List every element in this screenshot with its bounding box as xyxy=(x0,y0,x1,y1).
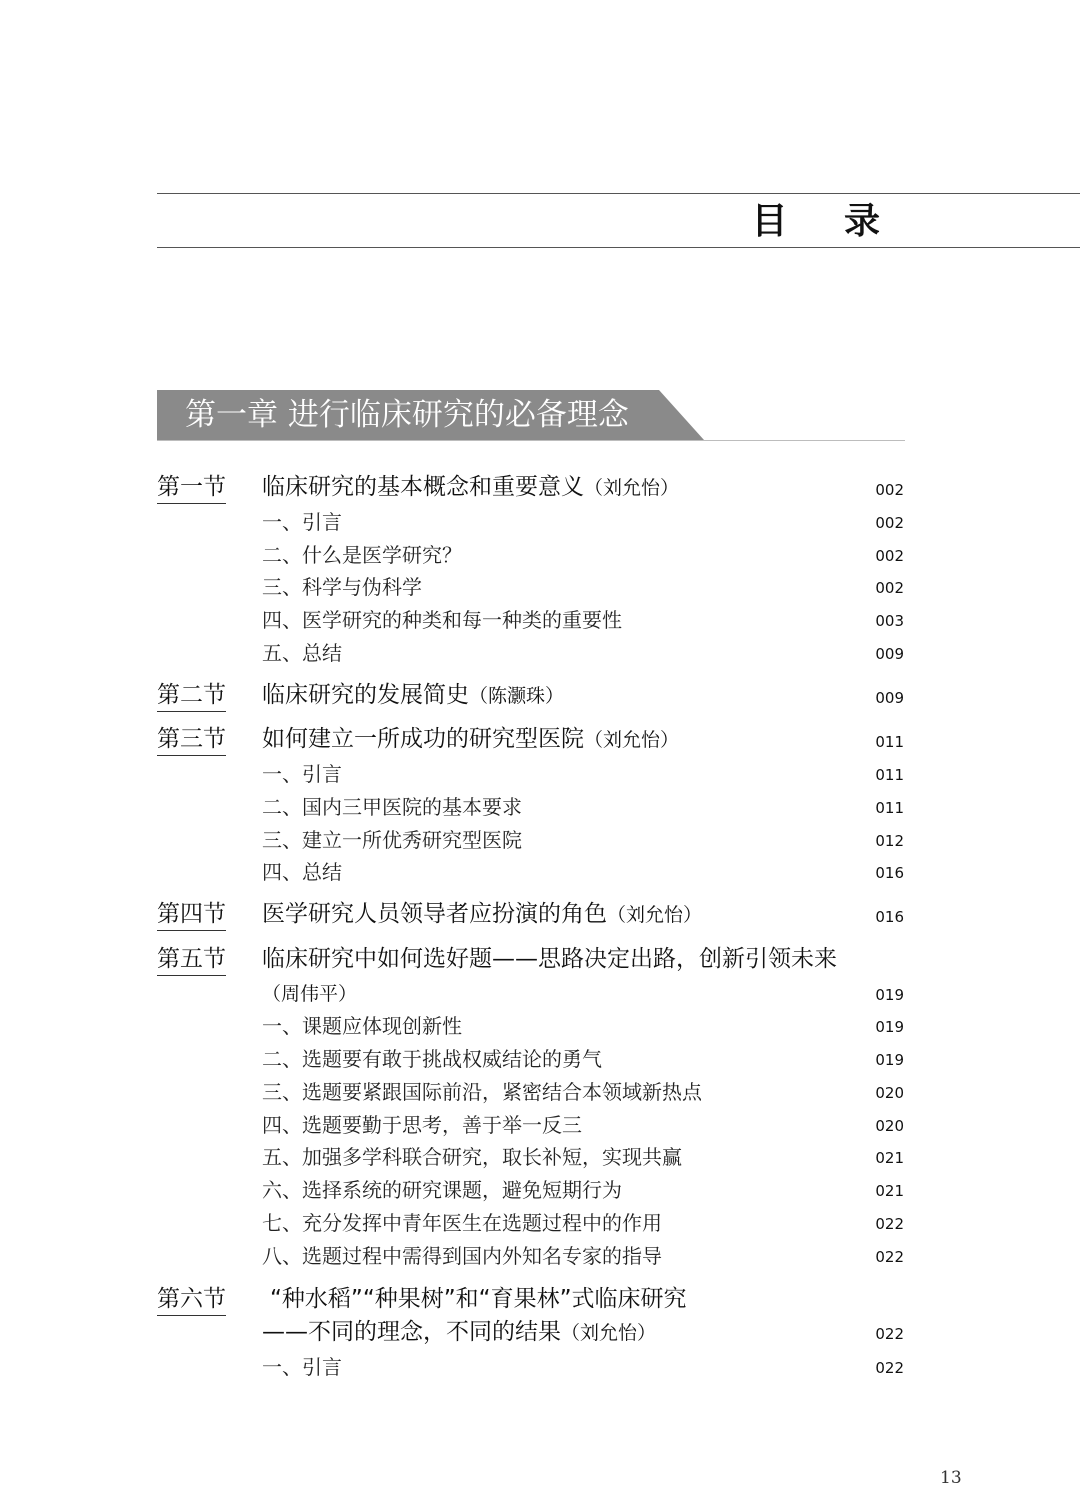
section-1-item-4-page: 003 xyxy=(875,612,904,630)
page-number: 13 xyxy=(940,1468,962,1488)
section-1-label: 第一节 xyxy=(157,472,226,504)
section-6-page: 022 xyxy=(875,1325,904,1343)
section-5-item-1-page: 019 xyxy=(875,1018,904,1036)
section-6-title: “种水稻”“种果树”和“育果林”式临床研究 xyxy=(270,1286,687,1312)
section-5-page: 019 xyxy=(875,986,904,1004)
section-5-label: 第五节 xyxy=(157,944,226,976)
section-1-item-3-page: 002 xyxy=(875,579,904,597)
section-1-author: （刘允怡） xyxy=(584,477,680,499)
section-4-page: 016 xyxy=(875,908,904,926)
toc-title: 目 录 xyxy=(751,201,902,242)
chapter-title: 第一章 进行临床研究的必备理念 xyxy=(185,397,629,433)
section-3-item-4: 四、总结 xyxy=(262,860,342,884)
section-5-item-6: 六、选择系统的研究课题，避免短期行为 xyxy=(262,1178,622,1202)
section-1-item-1-page: 002 xyxy=(875,514,904,532)
section-1-item-2-page: 002 xyxy=(875,547,904,565)
section-5-title: 临床研究中如何选好题——思路决定出路，创新引领未来 xyxy=(262,946,837,972)
section-5-item-7-page: 022 xyxy=(875,1215,904,1233)
section-2-page: 009 xyxy=(875,689,904,707)
section-1-title: 临床研究的基本概念和重要意义（刘允怡） xyxy=(262,474,680,500)
section-3-item-3: 三、建立一所优秀研究型医院 xyxy=(262,828,522,852)
section-6-label: 第六节 xyxy=(157,1284,226,1316)
section-1-item-3: 三、科学与伪科学 xyxy=(262,575,422,599)
section-5-author: （周伟平） xyxy=(262,983,358,1005)
section-4-title: 医学研究人员领导者应扮演的角色（刘允怡） xyxy=(262,901,703,927)
section-3-author: （刘允怡） xyxy=(584,729,680,751)
section-1-item-5-page: 009 xyxy=(875,645,904,663)
section-5-item-7: 七、充分发挥中青年医生在选题过程中的作用 xyxy=(262,1211,662,1235)
header-rule-top xyxy=(157,193,1080,194)
section-5-item-1: 一、课题应体现创新性 xyxy=(262,1014,462,1038)
section-3-page: 011 xyxy=(875,733,904,751)
chapter-underline xyxy=(157,440,905,441)
section-6-author: （刘允怡） xyxy=(561,1322,657,1344)
section-5-item-5: 五、加强多学科联合研究，取长补短，实现共赢 xyxy=(262,1145,682,1169)
section-1-item-1: 一、引言 xyxy=(262,510,342,534)
section-5-item-2-page: 019 xyxy=(875,1051,904,1069)
section-5-item-2: 二、选题要有敢于挑战权威结论的勇气 xyxy=(262,1047,602,1071)
section-5-item-6-page: 021 xyxy=(875,1182,904,1200)
section-5-item-5-page: 021 xyxy=(875,1149,904,1167)
section-1-page: 002 xyxy=(875,481,904,499)
section-3-item-3-page: 012 xyxy=(875,832,904,850)
section-5-item-8-page: 022 xyxy=(875,1248,904,1266)
section-3-item-2-page: 011 xyxy=(875,799,904,817)
chapter-banner xyxy=(157,390,705,440)
section-3-item-1-page: 011 xyxy=(875,766,904,784)
section-2-label: 第二节 xyxy=(157,680,226,712)
section-5-item-3-page: 020 xyxy=(875,1084,904,1102)
section-3-item-4-page: 016 xyxy=(875,864,904,882)
section-3-item-1: 一、引言 xyxy=(262,762,342,786)
section-2-title: 临床研究的发展简史（陈灏珠） xyxy=(262,682,565,708)
section-4-author: （刘允怡） xyxy=(607,904,703,926)
section-5-item-8: 八、选题过程中需得到国内外知名专家的指导 xyxy=(262,1244,662,1268)
section-5-item-4-page: 020 xyxy=(875,1117,904,1135)
section-6-item-1: 一、引言 xyxy=(262,1355,342,1379)
section-3-item-2: 二、国内三甲医院的基本要求 xyxy=(262,795,522,819)
section-6-item-1-page: 022 xyxy=(875,1359,904,1377)
header-rule-bottom xyxy=(157,247,1080,248)
section-3-label: 第三节 xyxy=(157,724,226,756)
section-1-item-5: 五、总结 xyxy=(262,641,342,665)
section-6-title-line2: ——不同的理念，不同的结果（刘允怡） xyxy=(262,1319,657,1345)
section-3-title: 如何建立一所成功的研究型医院（刘允怡） xyxy=(262,726,680,752)
section-1-item-2: 二、什么是医学研究？ xyxy=(262,543,462,567)
section-1-item-4: 四、医学研究的种类和每一种类的重要性 xyxy=(262,608,622,632)
section-2-author: （陈灏珠） xyxy=(469,685,565,707)
section-4-label: 第四节 xyxy=(157,899,226,931)
section-5-item-3: 三、选题要紧跟国际前沿，紧密结合本领域新热点 xyxy=(262,1080,702,1104)
section-5-item-4: 四、选题要勤于思考，善于举一反三 xyxy=(262,1113,582,1137)
